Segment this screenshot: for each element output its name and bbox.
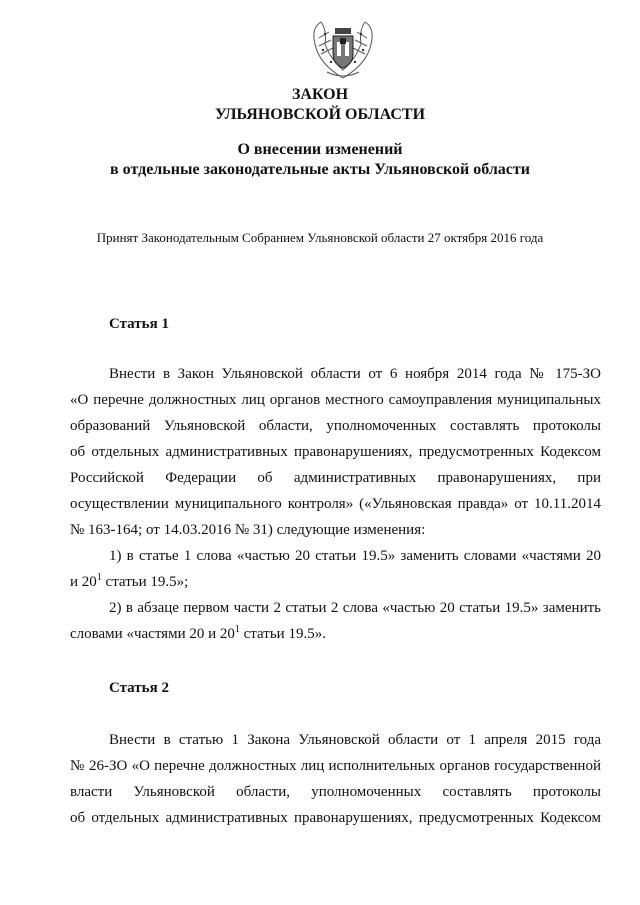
adoption-note: Принят Законодательным Собранием Ульяновской области 27 октября 2016 года	[96, 230, 544, 245]
law-region: УЛЬЯНОВСКОЙ ОБЛАСТИ	[214, 106, 426, 123]
paragraph-line: № 163-164; от 14.03.2016 № 31) следующие изменения:	[70, 522, 426, 538]
paragraph-line: об отдельных административных правонарушениях, предусмотренных Кодексом	[70, 444, 601, 460]
paragraph-line: власти Ульяновской области, уполномоченных составлять протоколы	[70, 784, 601, 800]
coat-of-arms-icon	[307, 14, 379, 82]
paragraph-line: осуществлении муниципального контроля» («Ульяновская правда» от 10.11.2014	[70, 496, 601, 512]
list-item-1-line: 1) в статье 1 слова «частью 20 статьи 19.5» заменить словами «частями 20	[109, 548, 601, 564]
paragraph-line: Внести в статью 1 Закона Ульяновской области от 1 апреля 2015 года	[109, 732, 601, 748]
law-subject-line1: О внесении изменений	[237, 141, 403, 158]
law-title: ЗАКОН	[291, 86, 349, 103]
article-1-heading: Статья 1	[109, 316, 169, 332]
article-2-heading: Статья 2	[109, 680, 169, 696]
paragraph-line: Внести в Закон Ульяновской области от 6 ноября 2014 года № 175-ЗО	[109, 366, 601, 382]
list-item-2-line: 2) в абзаце первом части 2 статьи 2 слова «частью 20 статьи 19.5» заменить	[109, 600, 601, 616]
paragraph-line: «О перечне должностных лиц органов местного самоуправления муниципальных	[70, 392, 601, 408]
paragraph-line: об отдельных административных правонарушениях, предусмотренных Кодексом	[70, 810, 601, 826]
list-item-2-line: словами «частями 20 и $20^1$ статьи 19.5».	[70, 624, 326, 642]
paragraph-line: Российской Федерации об административных правонарушениях, при	[70, 470, 601, 486]
list-item-1-line: и $20^1$ статьи 19.5»;	[70, 572, 189, 590]
paragraph-line: № 26-ЗО «О перечне должностных лиц исполнительных органов государственной	[70, 758, 601, 774]
law-subject-line2: в отдельные законодательные акты Ульяновской области	[110, 161, 530, 178]
paragraph-line: образований Ульяновской области, уполномоченных составлять протоколы	[70, 418, 601, 434]
